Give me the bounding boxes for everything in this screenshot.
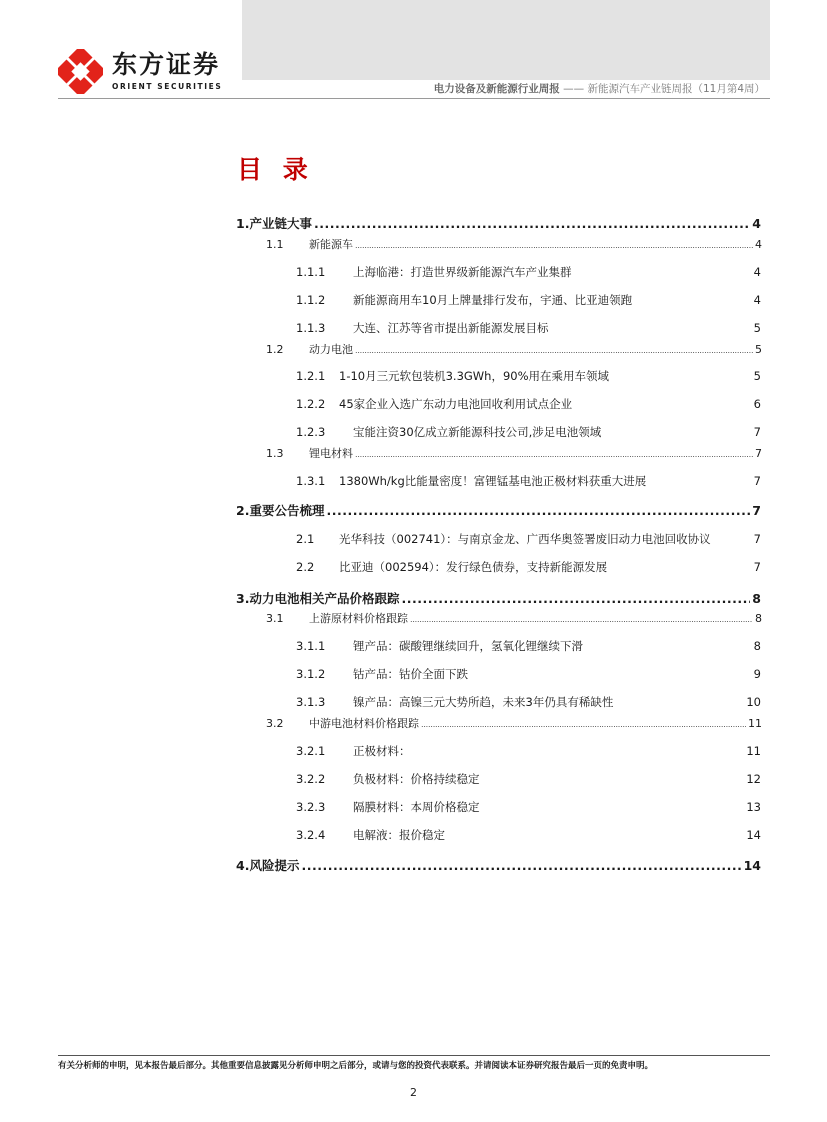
toc-dot-leader (355, 343, 753, 356)
toc-entry-level3[interactable] (296, 292, 761, 308)
toc-entry-level3[interactable] (296, 368, 761, 384)
toc-entry-number: 1.2.2 (296, 397, 326, 411)
toc-dot-leader (410, 612, 753, 625)
report-title: 新能源汽车产业链周报（11月第4周） (587, 83, 765, 95)
toc-entry-level3[interactable] (296, 666, 761, 682)
toc-dot-leader (326, 503, 750, 518)
brand-name-cn: 东方证券 (112, 50, 221, 79)
toc-entry-level2[interactable] (266, 341, 762, 357)
toc-entry-text: 45家企业入选广东动力电池回收利用试点企业 (339, 397, 573, 411)
toc-entry-page: 11 (746, 744, 761, 758)
toc-entry-page: 7 (752, 503, 761, 518)
toc-entry-number: 3.2 (266, 717, 284, 730)
toc-entry-number: 2.1 (296, 532, 315, 546)
toc-entry-text: 1-10月三元软包装机3.3GWh，90%用在乘用车领域 (339, 369, 610, 383)
toc-entry-level3[interactable] (296, 396, 761, 412)
toc-entry-number: 3.1.2 (296, 667, 326, 681)
toc-entry-page: 7 (753, 532, 761, 546)
toc-entry-text: 上游原材料价格跟踪 (309, 612, 408, 625)
toc-entry-number: 2. (236, 503, 250, 518)
toc-entry-number: 1.3 (266, 447, 284, 460)
toc-entry-number: 1.2.3 (296, 425, 326, 439)
toc-entry-number: 3.1.1 (296, 639, 326, 653)
toc-entry-page: 4 (755, 238, 762, 251)
toc-entry-text: 镍产品：高镍三元大势所趋，未来3年仍具有稀缺性 (353, 695, 614, 709)
toc-entry-page: 7 (755, 447, 762, 460)
toc-entry-level3[interactable] (296, 638, 761, 654)
toc-entry-level3[interactable] (296, 799, 761, 815)
toc-entry-page: 7 (753, 425, 761, 439)
toc-entry-text: 隔膜材料：本周价格稳定 (353, 800, 480, 814)
toc-entry-text: 锂产品：碳酸锂继续回升，氢氧化锂继续下滑 (353, 639, 583, 653)
toc-entry-level3[interactable] (296, 694, 761, 710)
toc-entry-number: 3.1 (266, 612, 284, 625)
report-header (434, 84, 765, 95)
toc-entry-text: 上海临港：打造世界级新能源汽车产业集群 (353, 265, 572, 279)
toc-entry-page: 5 (753, 369, 761, 383)
footer-divider (58, 1055, 770, 1056)
toc-dot-leader (301, 858, 741, 873)
toc-entry-number: 1.2 (266, 343, 284, 356)
toc-dot-leader (355, 238, 753, 251)
toc-entry-number: 1.1.2 (296, 293, 326, 307)
toc-entry-level3[interactable] (296, 473, 761, 489)
report-category: 电力设备及新能源行业周报 (433, 83, 560, 95)
toc-entry-text: 大连、江苏等省市提出新能源发展目标 (353, 321, 549, 335)
toc-entry-level3[interactable] (296, 827, 761, 843)
toc-entry-text: 重要公告梳理 (249, 503, 325, 518)
toc-entry-text: 新能源商用车10月上牌量排行发布，宇通、比亚迪领跑 (353, 293, 633, 307)
toc-entry-page: 8 (752, 591, 761, 606)
toc-heading: 目 录 (237, 155, 314, 184)
toc-entry-text: 钴产品：钴价全面下跌 (353, 667, 468, 681)
toc-entry-number: 3.2.4 (296, 828, 326, 842)
toc-entry-number: 1.2.1 (296, 369, 326, 383)
toc-dot-leader (314, 216, 750, 231)
header-gray-tab (242, 0, 770, 80)
toc-entry-number: 3.1.3 (296, 695, 326, 709)
toc-dot-leader (421, 717, 746, 730)
toc-entry-page: 8 (753, 639, 761, 653)
toc-entry-page: 13 (746, 800, 761, 814)
header-divider (58, 98, 770, 99)
toc-entry-level1[interactable] (236, 214, 761, 232)
toc-entry-page: 7 (753, 474, 761, 488)
toc-entry-text: 光华科技（002741）：与南京金龙、广西华奥签署废旧动力电池回收协议 (339, 532, 711, 546)
toc-entry-page: 4 (753, 265, 761, 279)
toc-entry-text: 新能源车 (309, 238, 353, 251)
toc-entry-text: 动力电池 (309, 343, 353, 356)
toc-entry-level3[interactable] (296, 771, 761, 787)
toc-entry-number: 4. (236, 858, 250, 873)
toc-entry-level2[interactable] (296, 559, 761, 575)
toc-entry-level1[interactable] (236, 589, 761, 607)
toc-entry-text: 1380Wh/kg比能量密度！富锂锰基电池正极材料获重大进展 (339, 474, 647, 488)
toc-entry-number: 3.2.3 (296, 800, 326, 814)
toc-dot-leader (355, 447, 753, 460)
toc-entry-page: 8 (755, 612, 762, 625)
toc-entry-level1[interactable] (236, 856, 761, 874)
toc-entry-number: 1.1 (266, 238, 284, 251)
orient-securities-logo-icon (58, 49, 103, 94)
toc-entry-text: 电解液：报价稳定 (353, 828, 445, 842)
toc-entry-level3[interactable] (296, 743, 761, 759)
toc-entry-page: 14 (743, 858, 761, 873)
toc-entry-page: 14 (746, 828, 761, 842)
toc-entry-level2[interactable] (266, 445, 762, 461)
toc-dot-leader (401, 591, 750, 606)
toc-entry-text: 锂电材料 (309, 447, 353, 460)
toc-entry-number: 3.2.2 (296, 772, 326, 786)
toc-entry-text: 正极材料： (353, 744, 411, 758)
toc-entry-level1[interactable] (236, 501, 761, 519)
toc-entry-level2[interactable] (266, 610, 762, 626)
page-number: 2 (410, 1086, 417, 1099)
brand-name-en: ORIENT SECURITIES (112, 82, 223, 91)
toc-entry-number: 1.3.1 (296, 474, 326, 488)
toc-entry-number: 3.2.1 (296, 744, 326, 758)
toc-entry-page: 12 (746, 772, 761, 786)
toc-entry-page: 6 (753, 397, 761, 411)
toc-entry-number: 2.2 (296, 560, 315, 574)
toc-entry-text: 比亚迪（002594）：发行绿色债券，支持新能源发展 (339, 560, 608, 574)
toc-entry-text: 负极材料：价格持续稳定 (353, 772, 480, 786)
toc-entry-page: 7 (753, 560, 761, 574)
toc-entry-number: 1.1.1 (296, 265, 326, 279)
toc-entry-text: 宝能注资30亿成立新能源科技公司,涉足电池领域 (353, 425, 602, 439)
toc-entry-number: 1.1.3 (296, 321, 326, 335)
toc-entry-level2[interactable] (266, 715, 762, 731)
toc-entry-page: 10 (746, 695, 761, 709)
toc-entry-page: 5 (753, 321, 761, 335)
toc-entry-page: 4 (753, 293, 761, 307)
toc-entry-text: 中游电池材料价格跟踪 (309, 717, 419, 730)
toc-entry-level3[interactable] (296, 424, 761, 440)
toc-entry-level3[interactable] (296, 320, 761, 336)
toc-entry-page: 4 (752, 216, 761, 231)
toc-entry-text: 风险提示 (249, 858, 300, 873)
toc-entry-text: 产业链大事 (249, 216, 312, 231)
toc-entry-level2[interactable] (296, 531, 761, 547)
toc-entry-level3[interactable] (296, 264, 761, 280)
toc-entry-level2[interactable] (266, 236, 762, 252)
toc-entry-number: 3. (236, 591, 250, 606)
toc-entry-page: 5 (755, 343, 762, 356)
footer-disclaimer: 有关分析师的申明，见本报告最后部分。其他重要信息披露见分析师申明之后部分，或请与您的投资代表联系。并请阅读本证券研究报告最后一页的免责申明。 (58, 1061, 654, 1071)
header-separator: —— (563, 83, 585, 95)
toc-entry-page: 9 (753, 667, 761, 681)
toc-entry-number: 1. (236, 216, 250, 231)
toc-entry-text: 动力电池相关产品价格跟踪 (249, 591, 400, 606)
toc-entry-page: 11 (748, 717, 762, 730)
